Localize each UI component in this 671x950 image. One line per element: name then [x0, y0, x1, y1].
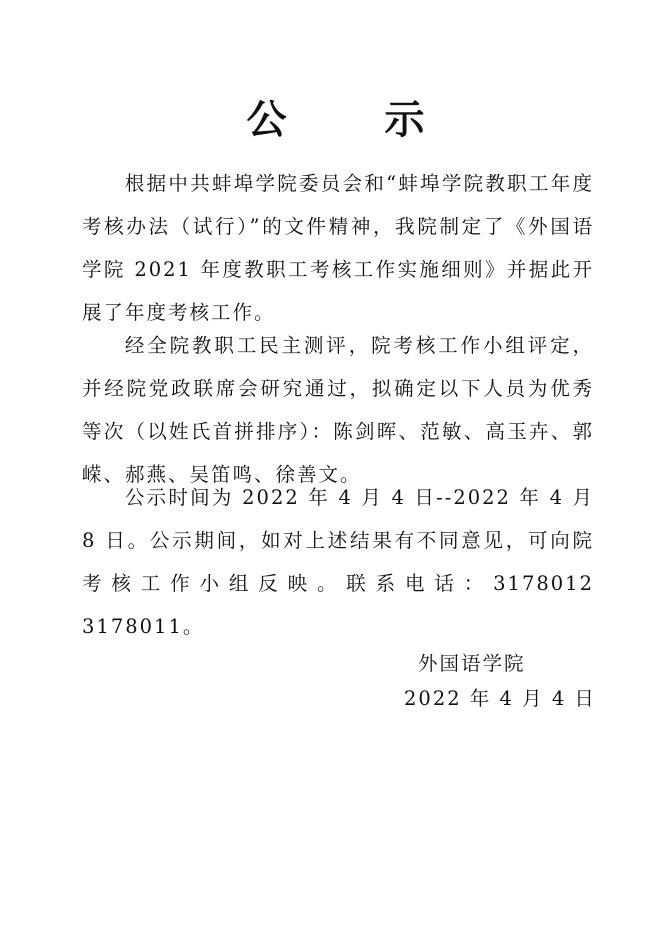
paragraph-3	[82, 476, 616, 648]
paragraph-1	[82, 162, 594, 334]
notice-title: 公 示	[246, 97, 467, 143]
paragraph-3-text: 公示时间为 2022 年 4 月 4 日--2022 年 4 月 8 日。公示期间，如对上述结果有不同意见，可向院考核工作小组反映。联系电话：3178012 3178011。	[82, 486, 616, 638]
paragraph-2	[82, 324, 594, 496]
paragraph-1-text: 根据中共蚌埠学院委员会和“蚌埠学院教职工年度考核办法（试行）”的文件精神，我院制定了《外国语学院 2021 年度教职工考核工作实施细则》并据此开展了年度考核工作。	[82, 172, 594, 324]
signature-date: 2022 年 4 月 4 日	[404, 687, 596, 710]
paragraph-2-text: 经全院教职工民主测评，院考核工作小组评定，并经院党政联席会研究通过，拟确定以下人员为优秀等次（以姓氏首拼排序）：陈剑晖、范敏、高玉卉、郭嵘、郝燕、吴笛鸣、徐善文。	[82, 334, 594, 486]
signature-organization: 外国语学院	[418, 652, 526, 675]
